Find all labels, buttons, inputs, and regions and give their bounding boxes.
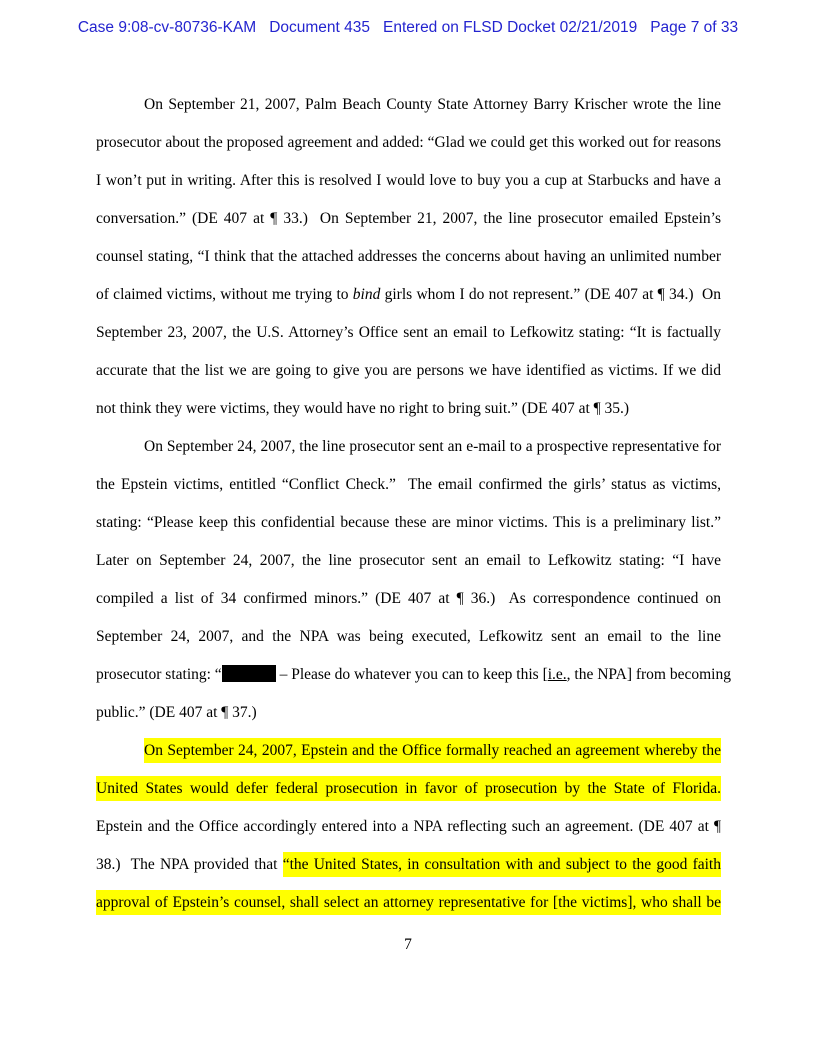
text-segment: Later on September 24, 2007, the line prosecutor sent an email to Lefkowitz stating: “I have — [96, 552, 721, 569]
text-segment: September 24, 2007, and the NPA was being executed, Lefkowitz sent an email to the line — [96, 628, 721, 645]
text-line — [96, 618, 721, 656]
text-line — [96, 390, 721, 428]
text-segment: public.” (DE 407 at ¶ 37.) — [96, 704, 257, 721]
highlighted-text: “the United States, in consultation with and subject to the good faith — [283, 852, 721, 877]
text-segment: On September 24, 2007, the line prosecutor sent an e-mail to a prospective representative for — [144, 438, 721, 455]
text-segment: 38.) The NPA provided that — [96, 856, 283, 873]
text-line — [96, 542, 721, 580]
text-line — [96, 466, 721, 504]
text-line — [96, 656, 731, 694]
text-segment: compiled a list of 34 confirmed minors.” (DE 407 at ¶ 36.) As correspondence continued on — [96, 590, 721, 607]
text-line — [96, 314, 721, 352]
text-segment: bind — [352, 286, 381, 303]
highlighted-text: On September 24, 2007, Epstein and the Office formally reached an agreement whereby the — [144, 738, 721, 763]
text-segment: – Please do whatever you can to keep this [ — [275, 666, 548, 683]
highlighted-text: United States would defer federal prosecution in favor of prosecution by the State of Florida. — [96, 776, 721, 801]
text-line — [96, 770, 721, 808]
text-segment: conversation.” (DE 407 at ¶ 33.) On September 21, 2007, the line prosecutor emailed Epstein’s — [96, 210, 721, 227]
text-segment: the Epstein victims, entitled “Conflict Check.” The email confirmed the girls’ status as victims, — [96, 476, 721, 493]
text-line — [96, 162, 721, 200]
text-line — [96, 200, 721, 238]
text-line — [96, 884, 721, 922]
text-segment: girls whom I do not represent.” (DE 407 at ¶ 34.) On — [380, 286, 721, 303]
text-line — [96, 86, 721, 124]
case-header-docket: Entered on FLSD Docket 02/21/2019 — [383, 19, 638, 36]
text-segment: September 23, 2007, the U.S. Attorney’s Office sent an email to Lefkowitz stating: “It is factually — [96, 324, 721, 341]
text-line — [96, 352, 721, 390]
document-body — [96, 86, 731, 922]
text-segment: prosecutor stating: “ — [96, 666, 222, 683]
redaction-box — [222, 665, 276, 682]
text-segment: not think they were victims, they would have no right to bring suit.” (DE 407 at ¶ 35.) — [96, 400, 630, 417]
text-line — [96, 732, 721, 770]
text-line — [96, 428, 721, 466]
case-header-case: Case 9:08-cv-80736-KAM — [77, 19, 257, 36]
text-line — [96, 694, 721, 732]
text-segment: of claimed victims, without me trying to — [96, 286, 353, 303]
page-number: 7 — [404, 936, 412, 953]
text-segment: Epstein and the Office accordingly entered into a NPA reflecting such an agreement. (DE 407 at ¶ — [96, 818, 721, 835]
text-line — [96, 238, 721, 276]
text-line — [96, 124, 721, 162]
text-segment: , the NPA] from becoming — [566, 666, 731, 683]
text-segment: I won’t put in writing. After this is resolved I would love to buy you a cup at Starbucks and have a — [96, 172, 721, 189]
text-line — [96, 846, 721, 884]
case-header-page: Page 7 of 33 — [650, 19, 739, 36]
text-line — [96, 580, 721, 618]
text-segment: i.e. — [547, 666, 567, 683]
text-segment: counsel stating, “I think that the attached addresses the concerns about having an unlimited number — [96, 248, 721, 265]
text-segment: accurate that the list we are going to give you are persons we have identified as victims. If we did — [96, 362, 721, 379]
text-segment: stating: “Please keep this confidential because these are minor victims. This is a preliminary list.” — [96, 514, 721, 531]
text-segment: prosecutor about the proposed agreement and added: “Glad we could get this worked out for reasons — [96, 134, 721, 151]
text-line — [96, 276, 721, 314]
text-line — [96, 808, 721, 846]
text-segment: On September 21, 2007, Palm Beach County State Attorney Barry Krischer wrote the line — [144, 96, 721, 113]
case-header — [0, 19, 816, 37]
highlighted-text: approval of Epstein’s counsel, shall select an attorney representative for [the victims], who shall be — [96, 890, 721, 915]
text-line — [96, 504, 721, 542]
case-header-document: Document 435 — [269, 19, 371, 36]
